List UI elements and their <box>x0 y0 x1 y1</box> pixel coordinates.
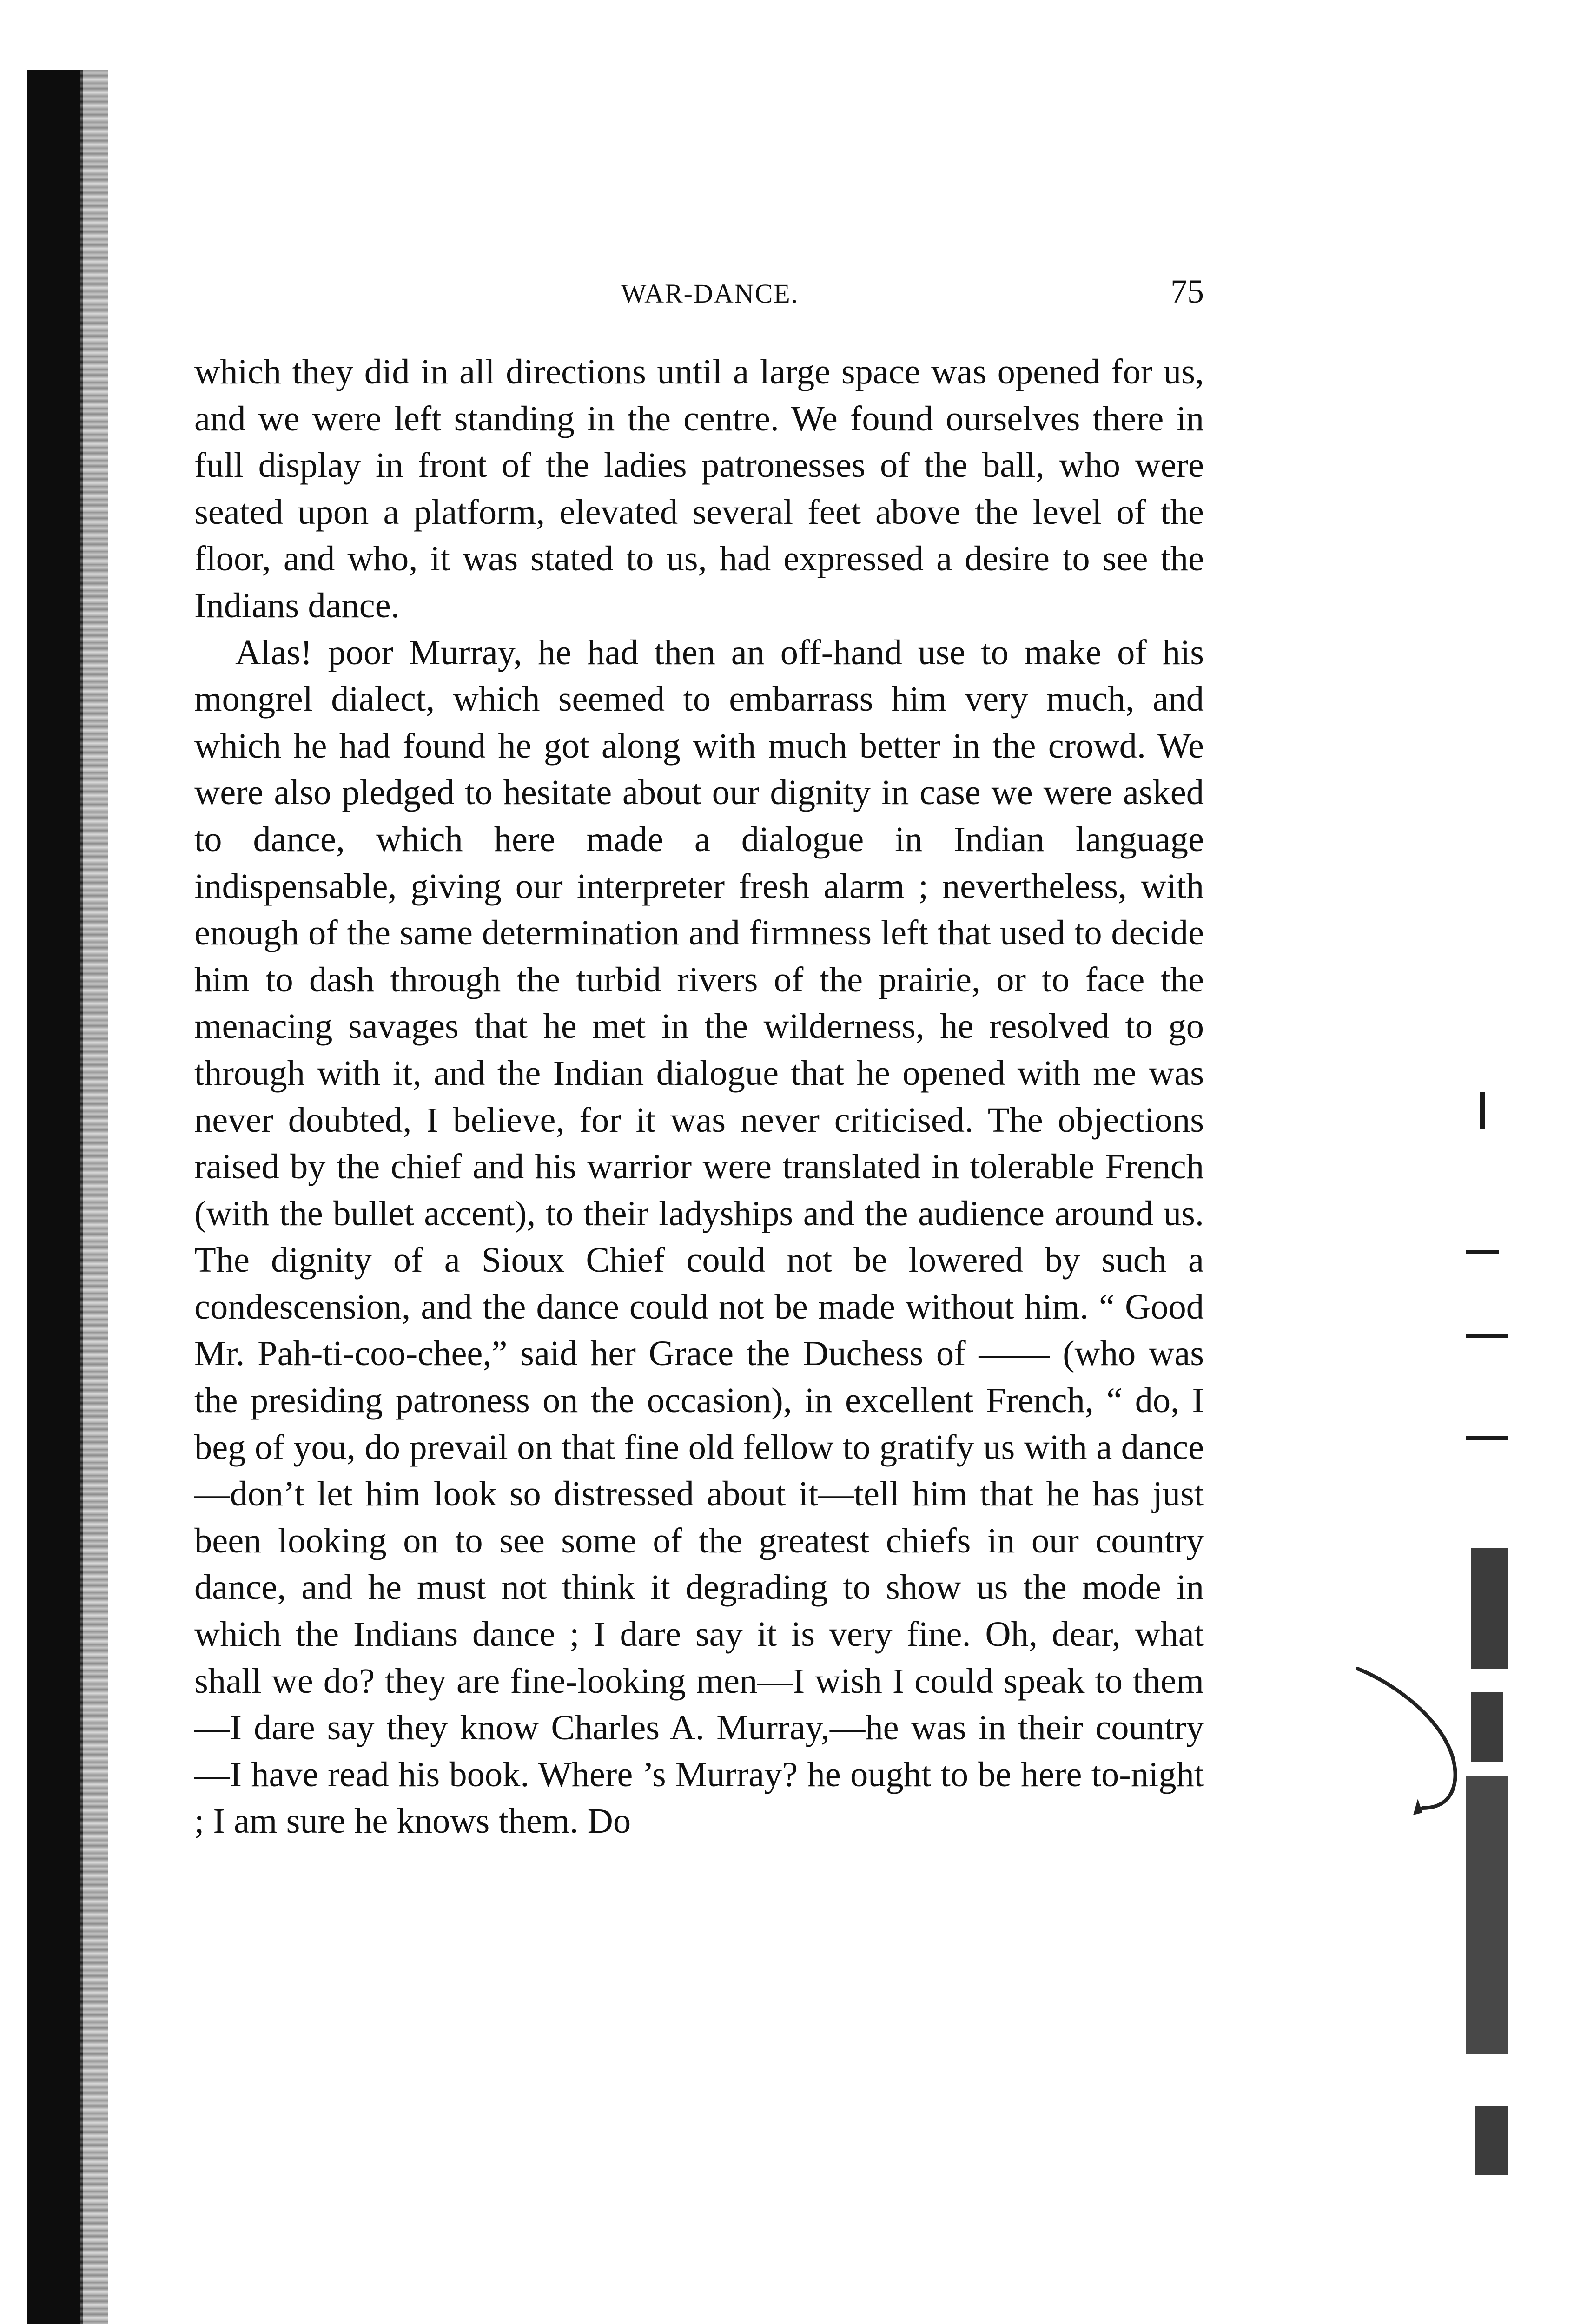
running-head <box>206 275 1213 317</box>
body-text <box>194 349 1204 1845</box>
edge-mark <box>1466 1250 1499 1254</box>
edge-mark <box>1475 2106 1508 2175</box>
binding-shadow-edge <box>80 70 108 2324</box>
running-title: WAR-DANCE. <box>621 278 799 309</box>
pencil-annotation <box>1348 1659 1488 1827</box>
paragraph: Alas! poor Murray, he had then an off-hand use to make of his mongrel dialect, which seemed to embarrass him very much, and which he had found he got along with much better in the crowd. We were also pledged to hesitate about our dignity in case we were asked to dance, which here made a dialogue in Indian language indispensable, giving our interpreter fresh alarm ; nevertheless, with enough of the same determination and firmness left that used to decide him to dash through the turbid rivers of the prairie, or to face the menacing savages that he met in the wilderness, he resolved to go through with it, and the Indian dialogue that he opened with me was never doubted, I believe, for it was never criticised. The objections raised by the chief and his warrior were translated in tolerable French (with the bullet accent), to their ladyships and the audience around us. The dignity of a Sioux Chief could not be lowered by such a condescension, and the dance could not be made without him. “ Good Mr. Pah-ti-coo-chee,” said her Grace the Duchess of —— (who was the presiding patroness on the occasion), in excellent French, “ do, I beg of you, do prevail on that fine old fellow to gratify us with a dance—don’t let him look so distressed about it—tell him that he has just been looking on to see some of the greatest chiefs in our country dance, and he must not think it degrading to show us the mode in which the Indians dance ; I dare say it is very fine. Oh, dear, what shall we do? they are fine-looking men—I wish I could speak to them—I dare say they know Charles A. Murray,—he was in their country—I have read his book. Where ’s Murray? he ought to be here to-night ; I am sure he knows them. Do <box>194 632 1204 1841</box>
edge-mark <box>1471 1548 1508 1669</box>
paragraph: which they did in all directions until a large space was opened for us, and we were left standing in the centre. We found ourselves there in full display in front of the ladies patronesses of the ball, who were seated upon a platform, elevated several feet above the level of the floor, and who, it was stated to us, had expressed a desire to see the Indians dance. <box>194 352 1204 625</box>
page-number: 75 <box>1170 273 1204 310</box>
binding-shadow <box>27 70 83 2324</box>
edge-mark <box>1480 1092 1485 1129</box>
edge-mark <box>1466 1436 1508 1440</box>
edge-mark <box>1466 1334 1508 1338</box>
